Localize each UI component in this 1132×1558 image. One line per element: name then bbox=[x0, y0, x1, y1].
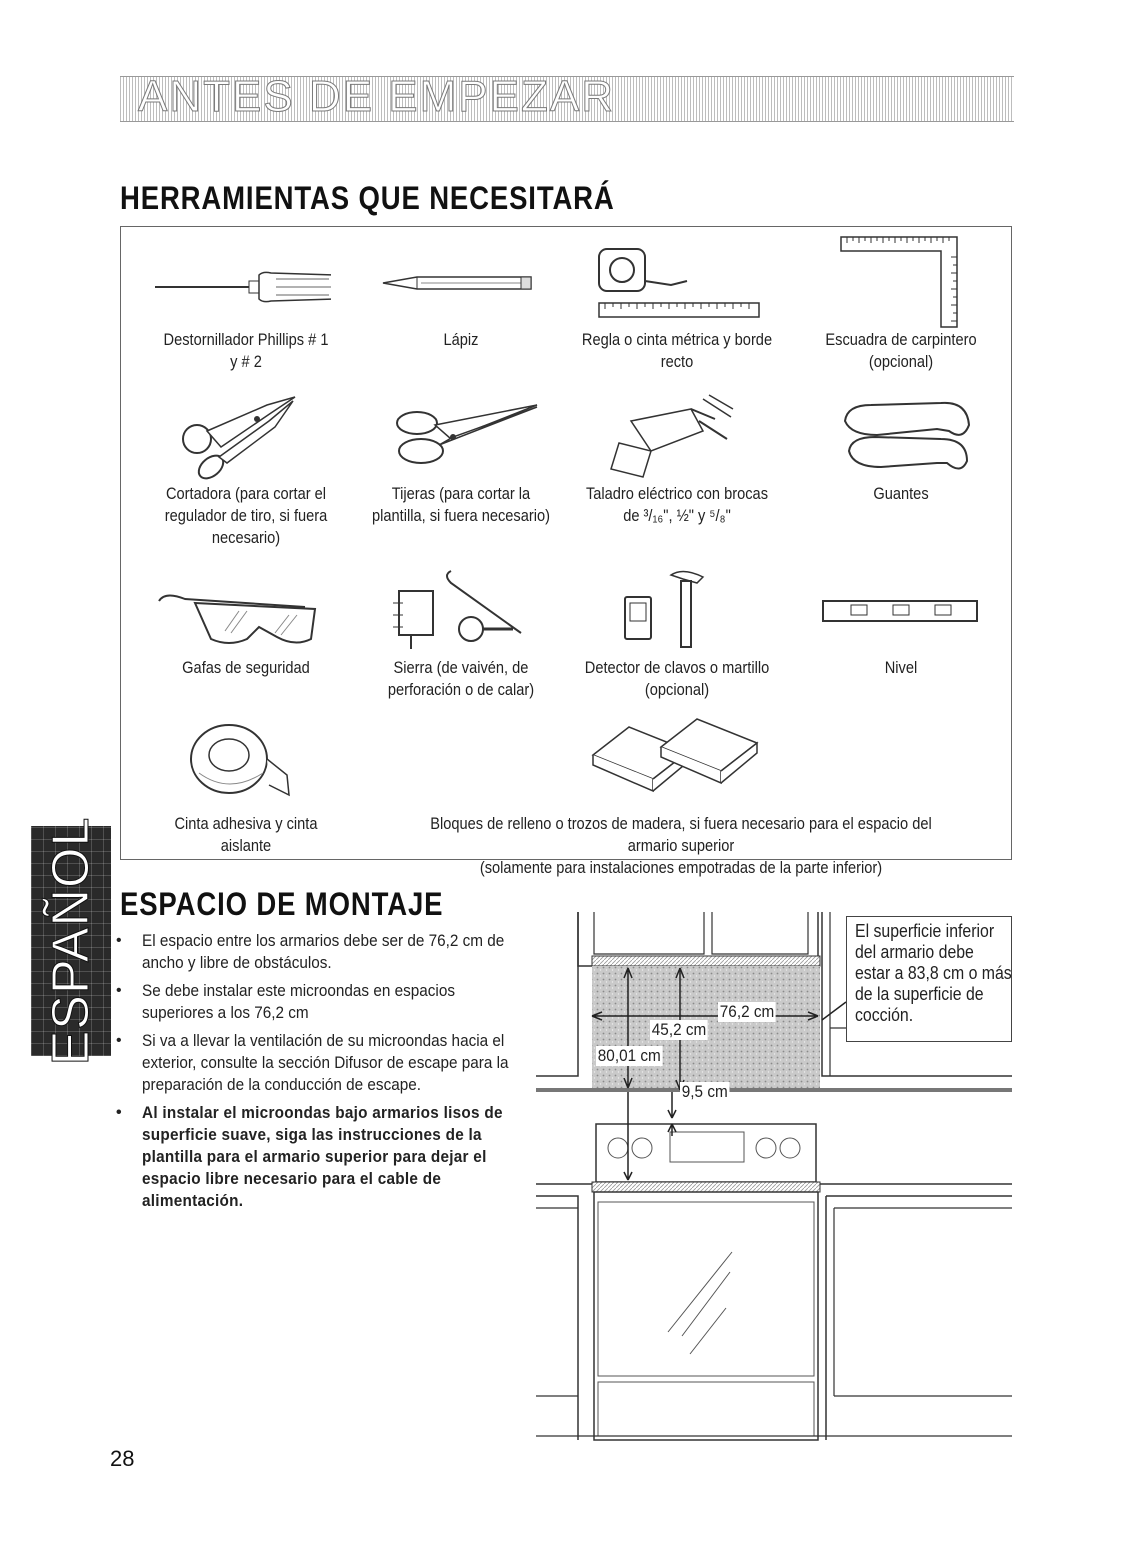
mounting-bullet-list bbox=[114, 930, 534, 1218]
level-icon bbox=[821, 593, 981, 633]
banner-title: ANTES DE EMPEZAR bbox=[138, 72, 615, 121]
language-tab-label: ESPAÑOL bbox=[42, 816, 100, 1066]
tape-measure-icon bbox=[591, 241, 761, 327]
clearance-callout: El superficie inferior del armario debe estar a 83,8 cm o más de la superficie de cocción. bbox=[846, 916, 1012, 1042]
tool-caption: Guantes bbox=[873, 484, 929, 503]
tool-caption: Destornillador Phillips # 1 y # 2 bbox=[163, 330, 329, 371]
drill-icon bbox=[591, 391, 741, 481]
gloves-icon bbox=[837, 391, 977, 481]
jigsaw-icon bbox=[389, 563, 529, 653]
gap-dimension-label: 9,5 cm bbox=[681, 1082, 728, 1101]
pencil-icon bbox=[381, 269, 541, 299]
tool-caption: Lápiz bbox=[443, 330, 479, 349]
screwdriver-icon bbox=[151, 257, 331, 317]
tool-caption: Cortadora (para cortar el regulador de tiro, si fuera necesario) bbox=[164, 484, 328, 547]
tool-caption: Nivel bbox=[884, 658, 918, 677]
list-item: • Al instalar el microondas bajo armarios lisos de superficie suave, siga las instrucciones de la plantilla para el armario superior para dejar el espacio libre necesario para el cable de alimentación. bbox=[114, 1102, 534, 1212]
tool-caption: Regla o cinta métrica y borde recto bbox=[581, 330, 773, 371]
height-dimension-label: 45,2 cm bbox=[651, 1020, 707, 1039]
list-item: • Si va a llevar la ventilación de su microondas hacia el exterior, consulte la sección Difusor de escape para la preparación de la conducción de escape. bbox=[114, 1030, 534, 1096]
tool-caption: Gafas de seguridad bbox=[182, 658, 310, 677]
scissors-icon bbox=[391, 401, 541, 471]
page-number: 28 bbox=[110, 1446, 135, 1471]
list-item: • Se debe instalar este microondas en espacios superiores a los 76,2 cm bbox=[114, 980, 534, 1024]
tool-caption: Escuadra de carpintero (opcional) bbox=[825, 330, 977, 371]
tool-caption: Tijeras (para cortar la plantilla, si fuera necesario) bbox=[372, 484, 550, 525]
tin-snips-icon bbox=[171, 391, 301, 481]
safety-glasses-icon bbox=[155, 581, 325, 651]
tool-caption: Taladro eléctrico con brocas de ³/₁₆", ½" y ⁵/₈" bbox=[585, 484, 769, 525]
filler-blocks-icon bbox=[589, 715, 769, 795]
tools-box bbox=[120, 226, 1012, 877]
language-tab bbox=[31, 816, 111, 1066]
tool-caption: Detector de clavos o martillo (opcional) bbox=[584, 658, 770, 699]
carpenter-square-icon bbox=[839, 235, 963, 331]
list-item: • El espacio entre los armarios debe ser de 76,2 cm de ancho y libre de obstáculos. bbox=[114, 930, 534, 974]
tool-caption-wide: Bloques de relleno o trozos de madera, si fuera necesario para el espacio del armario superior (solamente para instalaciones empotradas de la parte inferior) bbox=[430, 814, 932, 877]
tool-caption: Cinta adhesiva y cinta aislante bbox=[174, 814, 318, 855]
tape-roll-icon bbox=[179, 715, 299, 805]
stud-finder-hammer-icon bbox=[621, 567, 731, 653]
width-dimension-label: 76,2 cm bbox=[719, 1002, 775, 1021]
tool-caption: Sierra (de vaivén, de perforación o de calar) bbox=[387, 658, 535, 699]
mounting-heading: ESPACIO DE MONTAJE bbox=[120, 886, 444, 922]
tools-heading: HERRAMIENTAS QUE NECESITARÁ bbox=[120, 180, 615, 216]
total-height-label: 80,01 cm bbox=[597, 1046, 661, 1065]
